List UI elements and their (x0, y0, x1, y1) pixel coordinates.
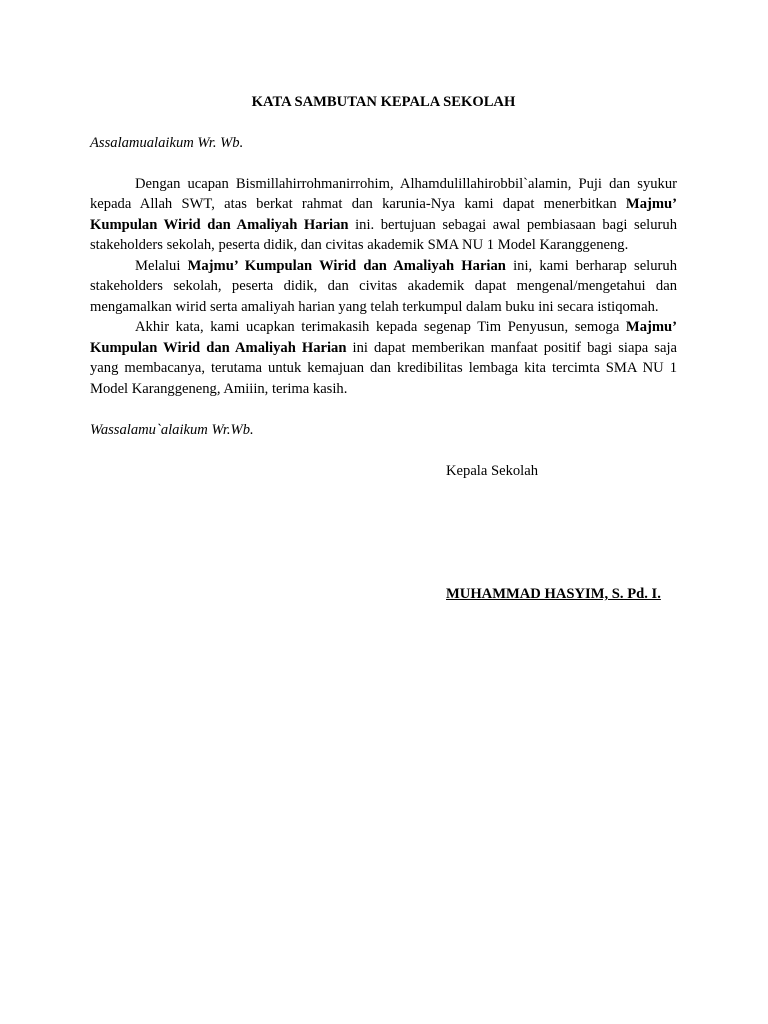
paragraph-1-text-after: ini. bertujuan sebagai awal pembiasaan bagi seluruh stakeholders sekolah, peserta didik, dan civitas akademik SMA NU 1 Model Karanggeneng. (90, 216, 677, 253)
paragraph-1-book-title: Majmu’ Kumpulan Wirid dan Amaliyah Harian (90, 196, 677, 233)
paragraph-2 (90, 256, 677, 318)
paragraph-3-text-after: ini dapat memberikan manfaat positif bagi siapa saja yang membacanya, terutama untuk kemajuan dan kredibilitas lembaga kita tercimta SMA NU 1 Model Karanggeneng, Amiiin, terima kasih. (90, 339, 677, 397)
greeting: Assalamualaikum Wr. Wb. (90, 134, 244, 151)
document-title: KATA SAMBUTAN KEPALA SEKOLAH (251, 94, 516, 110)
closing-salutation: Wassalamu`alaikum Wr.Wb. (90, 421, 254, 438)
paragraph-2-text-before: Melalui (135, 257, 188, 274)
signature-name: MUHAMMAD HASYIM, S. Pd. I. (446, 586, 661, 602)
paragraph-3-book-title: Majmu’ Kumpulan Wirid dan Amaliyah Harian (90, 319, 677, 356)
paragraph-3 (90, 317, 677, 399)
paragraph-2-text-after: ini, kami berharap seluruh stakeholders sekolah, peserta didik, dan civitas akademik dapat mengenal/mengetahui dan mengamalkan wirid serta amaliyah harian yang telah terkumpul dalam buku ini secara istiqomah. (90, 257, 677, 315)
paragraph-1-text-before: Dengan ucapan Bismillahirrohmanirrohim, Alhamdulillahirobbil`alamin, Puji dan syukur kepada Allah SWT, atas berkat rahmat dan karunia-Nya kami dapat menerbitkan (90, 175, 677, 212)
document-body (90, 92, 677, 440)
paragraph-2-book-title: Majmu’ Kumpulan Wirid dan Amaliyah Harian (187, 257, 506, 274)
paragraph-1 (90, 174, 677, 256)
signature-role: Kepala Sekolah (446, 463, 538, 479)
paragraph-3-text-before: Akhir kata, kami ucapkan terimakasih kepada segenap Tim Penyusun, semoga (135, 319, 626, 335)
